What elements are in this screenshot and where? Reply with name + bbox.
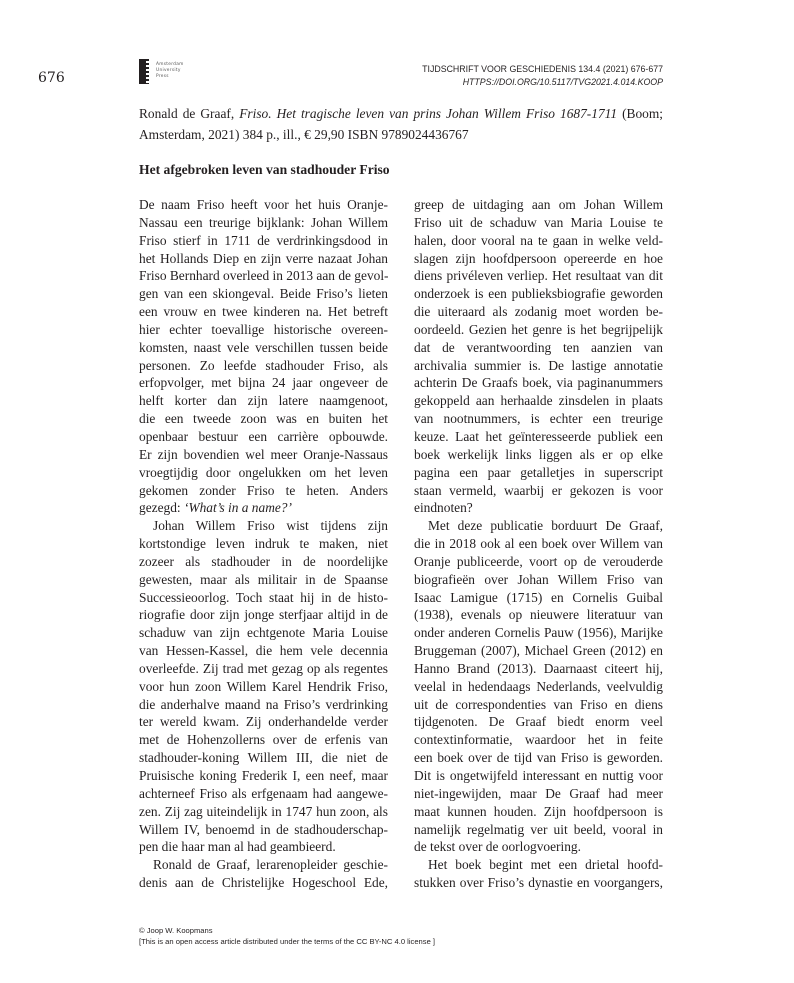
text-line-content: maat kunnen houden. Zijn hoofdpersoon is <box>414 803 663 819</box>
citation-book-title: Friso. Het tragische leven van prins Johan Willem Friso 1687-1711 <box>239 106 618 121</box>
text-line-content: die in 2018 ook al een boek over Willem van <box>414 536 663 552</box>
text-line-content: de tekst over de oorlogvoering. <box>414 839 581 855</box>
text-line-content: gekoppeld aan herhaalde zinsdelen in plaats <box>414 393 663 409</box>
text-line <box>139 785 388 803</box>
text-line-content: keuze. Laat het geïnteresseerde publiek een <box>414 428 663 444</box>
text-line <box>414 196 663 214</box>
text-line-content: Johan Willem Friso wist tijdens zijn <box>153 518 388 534</box>
text-line <box>414 267 663 285</box>
text-line-content: erfopvolger, met bijna 24 jaar ongeveer de <box>139 375 388 391</box>
text-line-content: kortstondige leven indruk te maken, niet <box>139 536 388 552</box>
text-line-content: Met deze publicatie borduurt De Graaf, <box>428 518 663 534</box>
text-line <box>414 214 663 232</box>
text-line <box>414 321 663 339</box>
text-line <box>139 606 388 624</box>
publisher-name <box>156 62 184 81</box>
text-line-content: stadhouder-koning Willem III, die niet de <box>139 750 388 766</box>
text-line <box>139 553 388 571</box>
publisher-name-line: University <box>156 68 181 74</box>
text-line-content: Nassau een treurige bijklank: Johan Willem <box>139 214 388 230</box>
text-line-content: Willem IV, benoemd in de stadhouderschap- <box>139 821 388 837</box>
text-line <box>139 446 388 464</box>
text-line-content: namelijk regelmatig ver uit beeld, vooral in <box>414 821 663 837</box>
text-line <box>139 428 388 446</box>
text-line-content: oordeeld. Gezien het genre is het begrijpelijk <box>414 321 663 337</box>
text-line-content: greep de uitdaging aan om Johan Willem <box>414 197 663 212</box>
text-line <box>414 642 663 660</box>
copyright-notice: © Joop W. Koopmans <box>139 926 213 935</box>
text-line <box>139 678 388 696</box>
text-line <box>139 303 388 321</box>
text-line-content: Dit is ongetwijfeld interessant en nuttig voor <box>414 768 663 783</box>
text-line-content: tijdgenoten. De Graaf biedt enorm veel <box>414 714 663 730</box>
text-line <box>139 410 388 428</box>
text-line <box>414 856 663 874</box>
text-line <box>139 267 388 285</box>
text-line-content: slagen zijn hoofdpersoon opereerde en hoe <box>414 250 663 266</box>
text-line <box>139 767 388 785</box>
text-line <box>414 571 663 589</box>
text-line <box>139 571 388 589</box>
text-line-content: uit de correspondenties van Friso en diens <box>414 696 663 712</box>
text-line <box>414 446 663 464</box>
text-line-content: staan vermeld, waarbij er gekozen is voor <box>414 482 663 498</box>
text-line-content: een vrouw en twee kinderen na. Het betreft <box>139 304 388 320</box>
text-line-content: denis aan de Christelijke Hogeschool Ede, <box>139 875 388 891</box>
publisher-name-line: Press <box>156 74 169 80</box>
text-line <box>139 642 388 660</box>
text-line <box>139 624 388 642</box>
text-line <box>139 357 388 375</box>
text-line <box>414 838 663 856</box>
text-line-content: die een tweede zoon was en buiten het <box>139 411 388 427</box>
text-line <box>139 517 388 535</box>
text-line <box>139 196 388 214</box>
text-line <box>414 713 663 731</box>
text-line-content: gewesten, maar als militair in de Spaanse <box>139 571 388 587</box>
text-line <box>414 517 663 535</box>
text-line-content: De naam Friso heeft voor het huis Oranje- <box>139 197 388 212</box>
text-line-content: onderzoek is een publieksbiografie geworden <box>414 286 663 302</box>
citation-author: Ronald de Graaf, <box>139 106 240 121</box>
text-line <box>414 696 663 714</box>
text-line-content: Friso uit de schaduw van Maria Louise te <box>414 214 663 230</box>
text-line-content: (1938), evenals op nieuwere literatuur van <box>414 607 663 623</box>
text-line-content: die anderhalve maand na Friso’s verdrinking <box>139 696 388 712</box>
text-line-content: Oranje publiceerde, voort op de verouderde <box>414 553 663 569</box>
text-line-content: Ronald de Graaf, lerarenopleider geschie- <box>153 857 388 873</box>
text-line <box>139 713 388 731</box>
text-line <box>139 821 388 839</box>
citation-details: (Boom; Amsterdam, 2021) 384 p., ill., € 29,90 ISBN 9789024436767 <box>139 106 663 142</box>
text-line-content: een boek over de tijd van Friso is geworden. <box>414 750 663 766</box>
text-line-content: van Hessen-Kassel, die hem vele decennia <box>139 643 388 659</box>
text-line <box>139 374 388 392</box>
license-notice: [This is an open access article distributed under the terms of the CC BY-NC 4.0 license ] <box>139 936 436 946</box>
text-line-content: achterneef Friso als erfgenaam had aangewe- <box>139 785 388 801</box>
text-line <box>139 696 388 714</box>
text-line <box>414 482 663 500</box>
text-line <box>139 749 388 767</box>
text-line <box>139 874 388 892</box>
publisher-logo <box>139 59 184 84</box>
text-line-content: Hanno Brand (2013). Daarnaast citeert hij, <box>414 660 663 676</box>
text-line <box>414 464 663 482</box>
text-line <box>414 821 663 839</box>
text-line <box>139 856 388 874</box>
text-line <box>414 785 663 803</box>
text-line-content: zozeer als stadhouder in de noordelijke <box>139 553 388 569</box>
text-line <box>414 660 663 678</box>
footer <box>139 926 435 947</box>
text-line-content: gezegd: <box>139 500 184 516</box>
text-line-content: voor hun zoon Willem Karel Hendrik Friso, <box>139 678 388 694</box>
text-line <box>414 535 663 553</box>
text-line-content: het Hollands Diep en zijn verre nazaat Johan <box>139 250 388 266</box>
text-line <box>414 357 663 375</box>
text-line <box>414 678 663 696</box>
left-column <box>139 196 388 892</box>
text-line-content: halen, door vooral na te gaan in welke veld- <box>414 232 663 248</box>
book-citation <box>139 104 663 145</box>
text-line <box>139 250 388 268</box>
aup-logo-icon <box>139 59 147 84</box>
text-line-content: schaduw van zijn echtgenote Maria Louise <box>139 625 388 641</box>
text-line-content: van nootnummers, is echter een treurige <box>414 411 663 427</box>
text-line-content: helft korter dan zijn latere naamgenoot, <box>139 393 388 409</box>
right-column <box>414 196 663 892</box>
text-line-content: Er zijn bovendien wel meer Oranje-Nassaus <box>139 446 388 462</box>
text-line-content: eindnoten? <box>414 500 473 516</box>
text-line <box>414 392 663 410</box>
text-line-content: Friso Bernhard overleed in 2013 aan de gevol- <box>139 268 389 284</box>
text-line <box>139 339 388 357</box>
text-line-content: onder anderen Cornelis Pauw (1956), Marijke <box>414 625 663 641</box>
text-line <box>414 874 663 892</box>
text-line-content: Het boek begint met een drietal hoofd- <box>428 857 663 873</box>
text-line <box>414 553 663 571</box>
text-line <box>139 321 388 339</box>
text-line <box>414 250 663 268</box>
text-line <box>414 624 663 642</box>
text-line <box>414 731 663 749</box>
text-line-content: dat de verantwoording ten aanzien van <box>414 339 663 355</box>
text-line <box>139 285 388 303</box>
text-line-content: stukken over Friso’s dynastie en voorgangers, <box>414 875 663 891</box>
text-line <box>139 482 388 500</box>
italic-quote: ‘What’s in a name?’ <box>183 500 292 516</box>
text-line <box>414 374 663 392</box>
text-line-content: riografie door zijn jonge sterfjaar altijd in de <box>139 607 388 623</box>
text-line <box>414 285 663 303</box>
review-title: Het afgebroken leven van stadhouder Friso <box>139 162 390 177</box>
text-line <box>139 731 388 749</box>
text-line <box>139 535 388 553</box>
text-line-content: overleefde. Zij trad met gezag op als regentes <box>139 660 388 676</box>
text-line <box>139 499 388 517</box>
page-number: 676 <box>38 70 65 86</box>
text-line-content: contextinformatie, waardoor het in feite <box>414 732 663 748</box>
text-line-content: Bruggeman (2007), Michael Green (2012) en <box>414 643 663 659</box>
text-line-content: boek werkelijk links liggen als er op elke <box>414 446 663 462</box>
text-line-content: openbaar bestuur een carrière opbouwde. <box>139 428 388 444</box>
text-line-content: pagina een paar getalletjes in superscript <box>414 464 663 480</box>
text-line <box>139 464 388 482</box>
text-line-content: niet-ingewijden, maar De Graaf had meer <box>414 785 663 801</box>
text-line-content: komsten, naast vele verschillen tussen beide <box>139 339 388 355</box>
text-line <box>139 214 388 232</box>
text-line-content: Successieoorlog. Toch staat hij in de histo- <box>139 589 388 605</box>
text-line-content: archivalia summier is. De lastige annotatie <box>414 357 663 373</box>
text-line <box>414 767 663 785</box>
text-line-content: gen van een skiongeval. Beide Friso’s lieten <box>139 286 388 302</box>
text-line-content: met de Hohenzollerns over de erfenis van <box>139 732 388 748</box>
text-line <box>414 428 663 446</box>
text-line-content: Pruisische koning Frederik I, een neef, maar <box>139 768 388 783</box>
journal-title: TIJDSCHRIFT VOOR GESCHIEDENIS 134.4 (2021) 676-677 <box>422 64 663 74</box>
text-line-content: Isaac Lamigue (1715) en Cornelis Guibal <box>414 589 663 605</box>
text-line-content: personen. Zo leefde stadhouder Friso, als <box>139 357 388 373</box>
text-line-content: biografieën over Johan Willem Friso van <box>414 571 663 587</box>
text-line-content: pen die haar man al had geambieerd. <box>139 839 336 855</box>
text-line <box>414 303 663 321</box>
text-line-content: achterin De Graafs boek, via paginanummers <box>414 375 663 391</box>
text-line-content: zen. Zij zag uiteindelijk in 1747 hun zoon, als <box>139 803 388 819</box>
text-line-content: Friso stierf in 1711 de verdrinkingsdood in <box>139 232 388 248</box>
text-line-content: die uiteraard als zodanig moet worden be- <box>414 304 663 320</box>
journal-header <box>422 63 663 88</box>
text-line <box>414 749 663 767</box>
text-line <box>414 606 663 624</box>
text-line <box>139 392 388 410</box>
text-line <box>414 499 663 517</box>
text-line <box>414 410 663 428</box>
text-line <box>139 838 388 856</box>
text-line-content: gekomen zonder Friso te heten. Anders <box>139 482 388 498</box>
text-line-content: hier echter toevallige historische overeen- <box>139 321 388 337</box>
text-line <box>139 232 388 250</box>
text-line <box>139 589 388 607</box>
text-line <box>139 660 388 678</box>
text-line-content: ter wereld kwam. Zij onderhandelde verder <box>139 714 388 730</box>
doi-link[interactable]: HTTPS://DOI.ORG/10.5117/TVG2021.4.014.KOOP <box>462 76 663 87</box>
text-line <box>139 803 388 821</box>
text-line <box>414 803 663 821</box>
text-line-content: veelal in hedendaags Nederlands, veelvuldig <box>414 678 663 694</box>
publisher-name-line: Amsterdam <box>156 62 184 67</box>
text-line <box>414 589 663 607</box>
text-line <box>414 232 663 250</box>
text-line <box>414 339 663 357</box>
text-line-content: vroegtijdig door ongelukken om het leven <box>139 464 388 480</box>
text-line-content: diens privéleven verliep. Het resultaat van dit <box>414 268 663 284</box>
